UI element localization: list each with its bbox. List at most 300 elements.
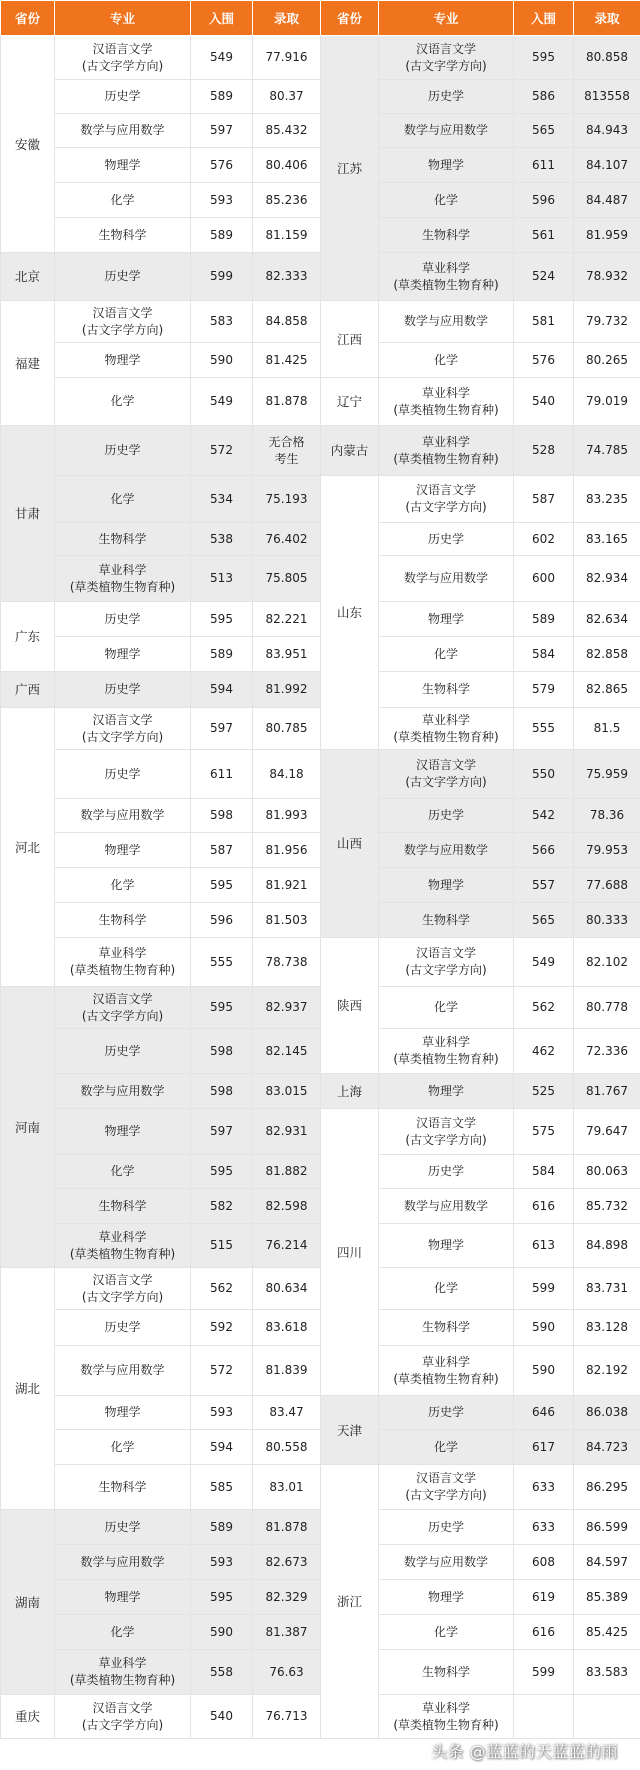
table-body-left [1, 36, 321, 1739]
major-cell: 化学 [379, 637, 514, 672]
ruwei-cell: 590 [514, 1310, 574, 1346]
ruwei-cell [514, 1695, 574, 1739]
ruwei-cell: 633 [514, 1465, 574, 1510]
table-body-right [321, 36, 640, 1739]
luqu-cell: 79.732 [574, 301, 640, 343]
province-cell: 甘肃 [1, 426, 55, 602]
major-cell: 数学与应用数学 [55, 114, 191, 148]
major-cell: 化学 [379, 1430, 514, 1465]
major-cell: 生物科学 [379, 1650, 514, 1695]
province-cell: 辽宁 [321, 378, 379, 426]
luqu-cell: 82.934 [574, 556, 640, 602]
major-cell: 汉语言文学 (古文字学方向) [379, 1109, 514, 1155]
ruwei-cell: 590 [191, 343, 253, 378]
luqu-cell: 83.128 [574, 1310, 640, 1346]
province-cell: 内蒙古 [321, 426, 379, 476]
major-cell: 汉语言文学 (古文字学方向) [55, 36, 191, 80]
table-row [1, 708, 321, 750]
table-row [321, 938, 640, 987]
luqu-cell: 79.953 [574, 833, 640, 868]
luqu-cell: 81.921 [253, 868, 321, 903]
major-cell: 历史学 [55, 1029, 191, 1074]
luqu-cell: 85.732 [574, 1189, 640, 1224]
luqu-cell: 77.688 [574, 868, 640, 903]
table-row [321, 36, 640, 80]
table-row [1, 1268, 321, 1310]
table-row [321, 1465, 640, 1510]
major-cell: 历史学 [379, 1396, 514, 1430]
major-cell: 草业科学 (草类植物生物育种) [55, 938, 191, 987]
province-cell: 山东 [321, 476, 379, 750]
major-cell: 汉语言文学 (古文字学方向) [55, 1268, 191, 1310]
major-cell: 物理学 [379, 602, 514, 637]
major-cell: 数学与应用数学 [55, 1074, 191, 1109]
luqu-cell: 83.165 [574, 523, 640, 556]
luqu-cell: 83.618 [253, 1310, 321, 1346]
header-ruwei: 入围 [514, 1, 574, 36]
table-row [1, 602, 321, 637]
major-cell: 草业科学 (草类植物生物育种) [55, 1224, 191, 1268]
major-cell: 化学 [379, 1615, 514, 1650]
luqu-cell: 75.959 [574, 750, 640, 799]
table-row [321, 378, 640, 426]
ruwei-cell: 549 [514, 938, 574, 987]
ruwei-cell: 576 [191, 148, 253, 183]
province-cell: 广西 [1, 672, 55, 708]
ruwei-cell: 592 [191, 1310, 253, 1346]
ruwei-cell: 594 [191, 1430, 253, 1465]
province-cell: 北京 [1, 253, 55, 301]
province-cell: 陕西 [321, 938, 379, 1074]
luqu-cell: 77.916 [253, 36, 321, 80]
ruwei-cell: 633 [514, 1510, 574, 1545]
major-cell: 物理学 [379, 1580, 514, 1615]
header-ruwei: 入围 [191, 1, 253, 36]
ruwei-cell: 586 [514, 80, 574, 114]
ruwei-cell: 597 [191, 114, 253, 148]
ruwei-cell: 549 [191, 36, 253, 80]
luqu-cell: 82.598 [253, 1189, 321, 1224]
major-cell: 历史学 [55, 253, 191, 301]
ruwei-cell: 598 [191, 799, 253, 833]
luqu-cell: 76.713 [253, 1695, 321, 1739]
ruwei-cell: 565 [514, 114, 574, 148]
major-cell: 历史学 [379, 799, 514, 833]
luqu-cell: 81.839 [253, 1346, 321, 1396]
ruwei-cell: 515 [191, 1224, 253, 1268]
table-row [1, 36, 321, 80]
major-cell: 生物科学 [379, 1310, 514, 1346]
major-cell: 数学与应用数学 [55, 1545, 191, 1580]
province-cell: 重庆 [1, 1695, 55, 1739]
major-cell: 物理学 [55, 1580, 191, 1615]
ruwei-cell: 584 [514, 637, 574, 672]
major-cell: 化学 [55, 183, 191, 218]
luqu-cell: 86.038 [574, 1396, 640, 1430]
ruwei-cell: 602 [514, 523, 574, 556]
major-cell: 生物科学 [55, 523, 191, 556]
ruwei-cell: 575 [514, 1109, 574, 1155]
major-cell: 草业科学 (草类植物生物育种) [379, 378, 514, 426]
ruwei-cell: 462 [514, 1029, 574, 1074]
luqu-cell: 80.634 [253, 1268, 321, 1310]
ruwei-cell: 525 [514, 1074, 574, 1109]
luqu-cell: 84.898 [574, 1224, 640, 1268]
ruwei-cell: 595 [191, 1155, 253, 1189]
ruwei-cell: 589 [191, 1510, 253, 1545]
major-cell: 生物科学 [55, 1189, 191, 1224]
ruwei-cell: 611 [514, 148, 574, 183]
major-cell: 化学 [55, 1155, 191, 1189]
major-cell: 生物科学 [55, 218, 191, 253]
major-cell: 汉语言文学 (古文字学方向) [379, 750, 514, 799]
ruwei-cell: 555 [514, 708, 574, 750]
major-cell: 化学 [379, 343, 514, 378]
major-cell: 生物科学 [379, 218, 514, 253]
major-cell: 数学与应用数学 [55, 799, 191, 833]
table-row [1, 1695, 321, 1739]
major-cell: 数学与应用数学 [379, 1189, 514, 1224]
ruwei-cell: 558 [191, 1650, 253, 1695]
major-cell: 化学 [55, 1615, 191, 1650]
province-cell: 广东 [1, 602, 55, 672]
ruwei-cell: 540 [514, 378, 574, 426]
ruwei-cell: 598 [191, 1074, 253, 1109]
major-cell: 历史学 [55, 80, 191, 114]
major-cell: 草业科学 (草类植物生物育种) [379, 253, 514, 301]
luqu-cell: 81.387 [253, 1615, 321, 1650]
luqu-cell: 81.878 [253, 378, 321, 426]
luqu-cell: 81.159 [253, 218, 321, 253]
luqu-cell: 83.731 [574, 1268, 640, 1310]
luqu-cell: 82.329 [253, 1580, 321, 1615]
ruwei-cell: 572 [191, 426, 253, 476]
major-cell: 物理学 [379, 868, 514, 903]
major-cell: 历史学 [55, 1310, 191, 1346]
ruwei-cell: 587 [191, 833, 253, 868]
province-cell: 安徽 [1, 36, 55, 253]
luqu-cell: 82.858 [574, 637, 640, 672]
ruwei-cell: 528 [514, 426, 574, 476]
ruwei-cell: 524 [514, 253, 574, 301]
table-row [321, 426, 640, 476]
major-cell: 物理学 [55, 343, 191, 378]
ruwei-cell: 581 [514, 301, 574, 343]
luqu-cell: 85.432 [253, 114, 321, 148]
major-cell: 物理学 [379, 1074, 514, 1109]
header-luqu: 录取 [574, 1, 640, 36]
ruwei-cell: 579 [514, 672, 574, 708]
ruwei-cell: 608 [514, 1545, 574, 1580]
luqu-cell: 76.214 [253, 1224, 321, 1268]
luqu-cell: 79.647 [574, 1109, 640, 1155]
ruwei-cell: 589 [191, 80, 253, 114]
ruwei-cell: 589 [191, 637, 253, 672]
major-cell: 草业科学 (草类植物生物育种) [379, 1695, 514, 1739]
luqu-cell: 76.402 [253, 523, 321, 556]
luqu-cell: 75.193 [253, 476, 321, 523]
major-cell: 化学 [55, 1430, 191, 1465]
table-row [321, 476, 640, 523]
luqu-cell: 82.865 [574, 672, 640, 708]
ruwei-cell: 599 [514, 1268, 574, 1310]
luqu-cell: 85.236 [253, 183, 321, 218]
ruwei-cell: 600 [514, 556, 574, 602]
table-row [321, 301, 640, 343]
ruwei-cell: 599 [191, 253, 253, 301]
major-cell: 化学 [379, 987, 514, 1029]
ruwei-cell: 585 [191, 1465, 253, 1510]
ruwei-cell: 593 [191, 183, 253, 218]
ruwei-cell: 590 [514, 1346, 574, 1396]
header-province: 省份 [321, 1, 379, 36]
ruwei-cell: 534 [191, 476, 253, 523]
watermark: 头条 @蓝蓝的天蓝蓝的雨 [430, 1742, 618, 1761]
ruwei-cell: 597 [191, 708, 253, 750]
ruwei-cell: 611 [191, 750, 253, 799]
ruwei-cell: 549 [191, 378, 253, 426]
major-cell: 历史学 [379, 1510, 514, 1545]
luqu-cell: 86.599 [574, 1510, 640, 1545]
ruwei-cell: 598 [191, 1029, 253, 1074]
major-cell: 物理学 [55, 1396, 191, 1430]
luqu-cell: 80.333 [574, 903, 640, 938]
table-row [1, 253, 321, 301]
ruwei-cell: 587 [514, 476, 574, 523]
luqu-cell: 80.063 [574, 1155, 640, 1189]
table-row [321, 1074, 640, 1109]
major-cell: 历史学 [55, 602, 191, 637]
ruwei-cell: 616 [514, 1615, 574, 1650]
province-cell: 四川 [321, 1109, 379, 1396]
score-table-left [0, 0, 321, 1739]
major-cell: 草业科学 (草类植物生物育种) [55, 556, 191, 602]
ruwei-cell: 593 [191, 1545, 253, 1580]
major-cell: 汉语言文学 (古文字学方向) [379, 1465, 514, 1510]
luqu-cell [574, 1695, 640, 1739]
luqu-cell: 813558 [574, 80, 640, 114]
ruwei-cell: 582 [191, 1189, 253, 1224]
major-cell: 生物科学 [55, 903, 191, 938]
luqu-cell: 81.425 [253, 343, 321, 378]
major-cell: 数学与应用数学 [379, 114, 514, 148]
luqu-cell: 74.785 [574, 426, 640, 476]
luqu-cell: 82.937 [253, 987, 321, 1029]
ruwei-cell: 616 [514, 1189, 574, 1224]
major-cell: 物理学 [55, 148, 191, 183]
luqu-cell: 80.858 [574, 36, 640, 80]
major-cell: 历史学 [55, 426, 191, 476]
luqu-cell: 84.18 [253, 750, 321, 799]
luqu-cell: 82.145 [253, 1029, 321, 1074]
luqu-cell: 83.015 [253, 1074, 321, 1109]
ruwei-cell: 593 [191, 1396, 253, 1430]
luqu-cell: 78.932 [574, 253, 640, 301]
luqu-cell: 81.992 [253, 672, 321, 708]
province-cell: 江西 [321, 301, 379, 378]
ruwei-cell: 590 [191, 1615, 253, 1650]
luqu-cell: 84.858 [253, 301, 321, 343]
major-cell: 物理学 [55, 833, 191, 868]
major-cell: 汉语言文学 (古文字学方向) [55, 987, 191, 1029]
luqu-cell: 81.959 [574, 218, 640, 253]
ruwei-cell: 562 [191, 1268, 253, 1310]
province-cell: 江苏 [321, 36, 379, 301]
major-cell: 汉语言文学 (古文字学方向) [55, 301, 191, 343]
table-row [1, 301, 321, 343]
province-cell: 天津 [321, 1396, 379, 1465]
major-cell: 物理学 [379, 1224, 514, 1268]
luqu-cell: 80.785 [253, 708, 321, 750]
luqu-cell: 81.956 [253, 833, 321, 868]
major-cell: 数学与应用数学 [379, 1545, 514, 1580]
ruwei-cell: 596 [191, 903, 253, 938]
luqu-cell: 84.943 [574, 114, 640, 148]
major-cell: 物理学 [55, 637, 191, 672]
ruwei-cell: 594 [191, 672, 253, 708]
ruwei-cell: 619 [514, 1580, 574, 1615]
province-cell: 福建 [1, 301, 55, 426]
ruwei-cell: 538 [191, 523, 253, 556]
luqu-cell: 80.406 [253, 148, 321, 183]
luqu-cell: 83.951 [253, 637, 321, 672]
luqu-cell: 82.333 [253, 253, 321, 301]
major-cell: 草业科学 (草类植物生物育种) [379, 1346, 514, 1396]
ruwei-cell: 540 [191, 1695, 253, 1739]
luqu-cell: 81.767 [574, 1074, 640, 1109]
major-cell: 历史学 [55, 672, 191, 708]
major-cell: 生物科学 [379, 903, 514, 938]
major-cell: 历史学 [379, 80, 514, 114]
luqu-cell: 83.235 [574, 476, 640, 523]
luqu-cell: 84.107 [574, 148, 640, 183]
luqu-cell: 81.993 [253, 799, 321, 833]
ruwei-cell: 576 [514, 343, 574, 378]
province-cell: 湖北 [1, 1268, 55, 1510]
luqu-cell: 84.723 [574, 1430, 640, 1465]
luqu-cell: 72.336 [574, 1029, 640, 1074]
header-province: 省份 [1, 1, 55, 36]
header-row [1, 1, 321, 36]
ruwei-cell: 595 [191, 1580, 253, 1615]
luqu-cell: 81.878 [253, 1510, 321, 1545]
province-cell: 上海 [321, 1074, 379, 1109]
ruwei-cell: 513 [191, 556, 253, 602]
luqu-cell: 82.102 [574, 938, 640, 987]
luqu-cell: 82.221 [253, 602, 321, 637]
luqu-cell: 85.425 [574, 1615, 640, 1650]
ruwei-cell: 565 [514, 903, 574, 938]
major-cell: 物理学 [55, 1109, 191, 1155]
table-row [1, 1510, 321, 1545]
major-cell: 化学 [379, 183, 514, 218]
major-cell: 数学与应用数学 [55, 1346, 191, 1396]
ruwei-cell: 613 [514, 1224, 574, 1268]
luqu-cell: 82.931 [253, 1109, 321, 1155]
major-cell: 生物科学 [379, 672, 514, 708]
major-cell: 草业科学 (草类植物生物育种) [379, 708, 514, 750]
ruwei-cell: 555 [191, 938, 253, 987]
luqu-cell: 76.63 [253, 1650, 321, 1695]
major-cell: 历史学 [55, 750, 191, 799]
ruwei-cell: 646 [514, 1396, 574, 1430]
ruwei-cell: 550 [514, 750, 574, 799]
ruwei-cell: 595 [191, 987, 253, 1029]
luqu-cell: 无合格 考生 [253, 426, 321, 476]
luqu-cell: 83.01 [253, 1465, 321, 1510]
table-row [1, 426, 321, 476]
ruwei-cell: 599 [514, 1650, 574, 1695]
ruwei-cell: 572 [191, 1346, 253, 1396]
luqu-cell: 83.47 [253, 1396, 321, 1430]
ruwei-cell: 595 [191, 602, 253, 637]
major-cell: 化学 [55, 476, 191, 523]
table-row [321, 1109, 640, 1155]
province-cell: 浙江 [321, 1465, 379, 1739]
major-cell: 数学与应用数学 [379, 833, 514, 868]
major-cell: 汉语言文学 (古文字学方向) [379, 938, 514, 987]
major-cell: 草业科学 (草类植物生物育种) [379, 1029, 514, 1074]
header-row [321, 1, 640, 36]
ruwei-cell: 617 [514, 1430, 574, 1465]
luqu-cell: 80.265 [574, 343, 640, 378]
province-cell: 河北 [1, 708, 55, 987]
luqu-cell: 80.778 [574, 987, 640, 1029]
ruwei-cell: 597 [191, 1109, 253, 1155]
luqu-cell: 79.019 [574, 378, 640, 426]
luqu-cell: 82.673 [253, 1545, 321, 1580]
luqu-cell: 78.36 [574, 799, 640, 833]
luqu-cell: 81.5 [574, 708, 640, 750]
major-cell: 生物科学 [55, 1465, 191, 1510]
luqu-cell: 81.503 [253, 903, 321, 938]
ruwei-cell: 542 [514, 799, 574, 833]
major-cell: 化学 [55, 378, 191, 426]
major-cell: 汉语言文学 (古文字学方向) [379, 36, 514, 80]
header-major: 专业 [55, 1, 191, 36]
ruwei-cell: 595 [514, 36, 574, 80]
luqu-cell: 84.597 [574, 1545, 640, 1580]
luqu-cell: 80.558 [253, 1430, 321, 1465]
major-cell: 历史学 [379, 523, 514, 556]
ruwei-cell: 595 [191, 868, 253, 903]
major-cell: 汉语言文学 (古文字学方向) [379, 476, 514, 523]
table-row [321, 750, 640, 799]
major-cell: 历史学 [55, 1510, 191, 1545]
ruwei-cell: 584 [514, 1155, 574, 1189]
major-cell: 草业科学 (草类植物生物育种) [379, 426, 514, 476]
ruwei-cell: 596 [514, 183, 574, 218]
major-cell: 数学与应用数学 [379, 556, 514, 602]
luqu-cell: 80.37 [253, 80, 321, 114]
table-row [1, 987, 321, 1029]
province-cell: 山西 [321, 750, 379, 938]
province-cell: 湖南 [1, 1510, 55, 1695]
ruwei-cell: 561 [514, 218, 574, 253]
major-cell: 汉语言文学 (古文字学方向) [55, 708, 191, 750]
table-row [321, 1396, 640, 1430]
major-cell: 化学 [55, 868, 191, 903]
header-major: 专业 [379, 1, 514, 36]
score-table-right [320, 0, 640, 1739]
luqu-cell: 84.487 [574, 183, 640, 218]
ruwei-cell: 566 [514, 833, 574, 868]
major-cell: 汉语言文学 (古文字学方向) [55, 1695, 191, 1739]
ruwei-cell: 562 [514, 987, 574, 1029]
luqu-cell: 78.738 [253, 938, 321, 987]
ruwei-cell: 589 [514, 602, 574, 637]
luqu-cell: 86.295 [574, 1465, 640, 1510]
